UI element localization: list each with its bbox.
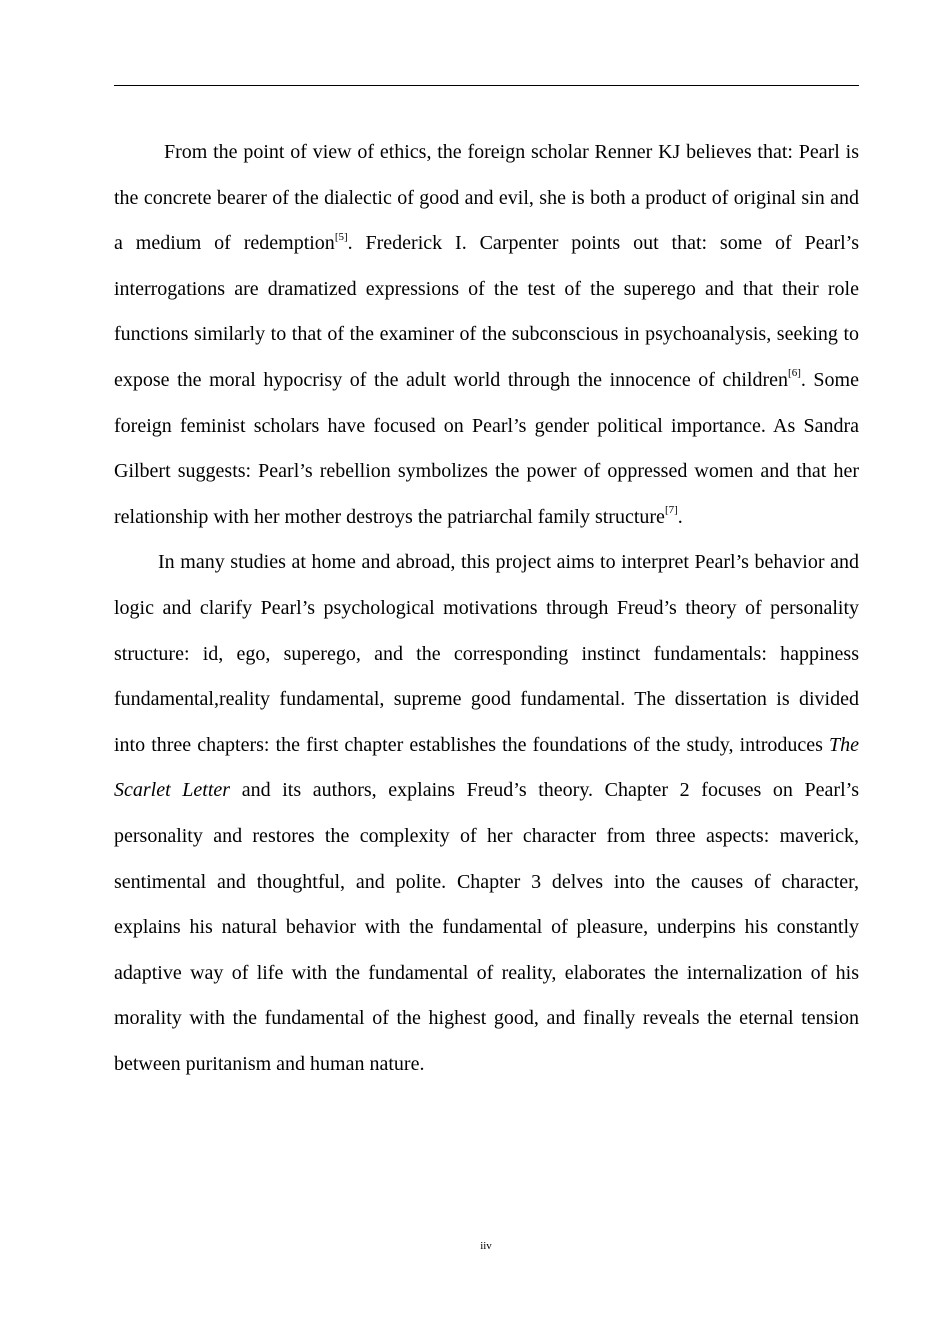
paragraph-2-text-b: and its authors, explains Freud’s theory. Chapter 2 focuses on Pearl’s personality and restores the complexity of her character from three aspects: maverick, sentimental and thoughtful, and polite. Chapter 3 delves into the causes of character, explains his natural behavior with the fundamental of pleasure, underpins his constantly adaptive way of life with the fundamental of reality, elaborates the internalization of his morality with the fundamental of the highest good, and finally reveals the eternal tension between puritanism and human nature.: [114, 779, 859, 1075]
paragraph-2-text-a: In many studies at home and abroad, this project aims to interpret Pearl’s behavior and logic and clarify Pearl’s psychological motivations through Freud’s theory of personality structure: id, ego, superego, and the corresponding instinct fundamentals: happiness fundamental,reality fundamental, supreme good fundamental. The dissertation is divided into three chapters: the first chapter establishes the foundations of the study, introduces: [114, 551, 859, 756]
header-rule: [114, 85, 859, 86]
body-text: [114, 130, 859, 1087]
paragraph-1-text-c: . Some foreign feminist scholars have focused on Pearl’s gender political importance. As Sandra Gilbert suggests: Pearl’s rebellion symbolizes the power of oppressed women and that her relationship with her mother destroys the patriarchal family structure: [114, 368, 859, 528]
paragraph-2: [114, 540, 859, 1087]
citation-ref-7: [7]: [664, 504, 678, 517]
paragraph-1: [114, 130, 859, 540]
page-number: iiv: [480, 1240, 492, 1252]
paragraph-1-text-d: .: [677, 505, 683, 528]
paragraph-1-text-a: From the point of view of ethics, the foreign scholar Renner KJ believes that: Pearl is the concrete bearer of the dialectic of good and evil, she is both a product of original sin and a medium of redemption: [114, 141, 859, 255]
book-title: The Scarlet Letter: [114, 733, 859, 802]
citation-ref-6: [6]: [788, 367, 801, 380]
citation-ref-5: [5]: [334, 230, 348, 243]
paragraph-1-text-b: . Frederick I. Carpenter points out that: some of Pearl’s interrogations are dramatized expressions of the test of the superego and that their role functions similarly to that of the examiner of the subconscious in psychoanalysis, seeking to expose the moral hypocrisy of the adult world through the innocence of children: [114, 232, 859, 391]
